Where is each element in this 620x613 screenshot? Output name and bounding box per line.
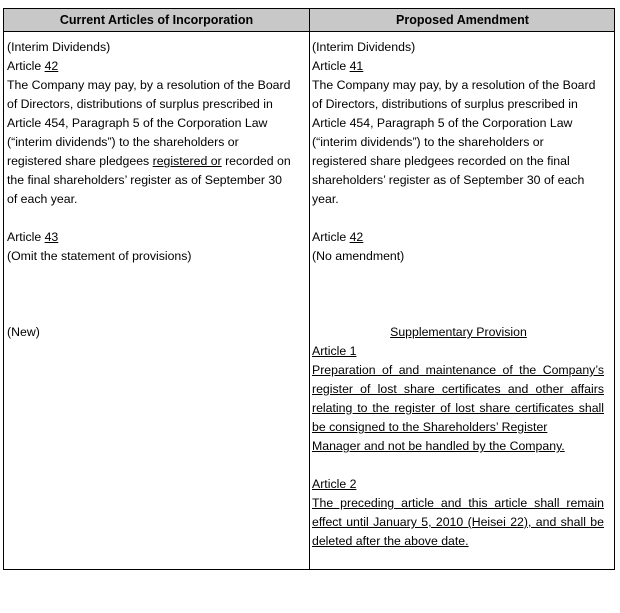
current-article-43-text: (Omit the statement of provisions) — [7, 249, 192, 263]
proposed-article-42-text: (No amendment) — [312, 249, 405, 263]
supplementary-article-2-label: Article 2 — [312, 477, 357, 491]
header-proposed-amendment: Proposed Amendment — [396, 13, 529, 27]
supplementary-article-1-line: relating to the register of lost share certificates shall — [312, 401, 604, 415]
current-text-line: registered share pledgees registered or recorded on — [7, 154, 291, 168]
proposed-article-42: Article 42 — [312, 230, 364, 244]
current-article-42: Article 42 — [7, 59, 59, 73]
current-text-line: of Directors, distributions of surplus prescribed in — [7, 97, 273, 111]
supplementary-article-2-line: The preceding article and this article shall remain — [312, 496, 604, 510]
proposed-text-line: of Directors, distributions of surplus prescribed in — [312, 97, 578, 111]
supplementary-provision-title: Supplementary Provision — [390, 325, 527, 339]
supplementary-article-1-line: Manager and not be handled by the Company. — [312, 439, 565, 453]
proposed-article-41: Article 41 — [312, 59, 364, 73]
supplementary-article-2-line: deleted after the above date. — [312, 534, 469, 548]
proposed-text-line: registered share pledgees recorded on the final — [312, 154, 570, 168]
column-divider — [309, 9, 310, 569]
current-text-line: Article 454, Paragraph 5 of the Corporation Law — [7, 116, 268, 130]
current-heading: (Interim Dividends) — [7, 40, 111, 54]
proposed-text-line: shareholders’ register as of September 30 of each — [312, 173, 585, 187]
supplementary-article-1-line: register of lost share certificates and other affairs — [312, 382, 604, 396]
supplementary-article-1-line: Preparation of and maintenance of the Company’s — [312, 363, 604, 377]
current-text-line: The Company may pay, by a resolution of the Board — [7, 78, 291, 92]
proposed-text-line: Article 454, Paragraph 5 of the Corporation Law — [312, 116, 573, 130]
current-text-line: the final shareholders’ register as of September 30 — [7, 173, 283, 187]
current-new-label: (New) — [7, 325, 40, 339]
supplementary-article-1-line: be consigned to the Shareholders’ Register — [312, 420, 548, 434]
proposed-text-line: (“interim dividends”) to the shareholders or — [312, 135, 544, 149]
proposed-text-line: The Company may pay, by a resolution of the Board — [312, 78, 596, 92]
proposed-heading: (Interim Dividends) — [312, 40, 416, 54]
supplementary-article-1-label: Article 1 — [312, 344, 357, 358]
proposed-text-line: year. — [312, 192, 339, 206]
supplementary-article-2-line: effect until January 5, 2010 (Heisei 22), and shall be — [312, 515, 604, 529]
current-article-43: Article 43 — [7, 230, 59, 244]
header-current-articles: Current Articles of Incorporation — [59, 13, 254, 27]
current-text-line: (“interim dividends”) to the shareholders or — [7, 135, 239, 149]
current-text-line: of each year. — [7, 192, 78, 206]
